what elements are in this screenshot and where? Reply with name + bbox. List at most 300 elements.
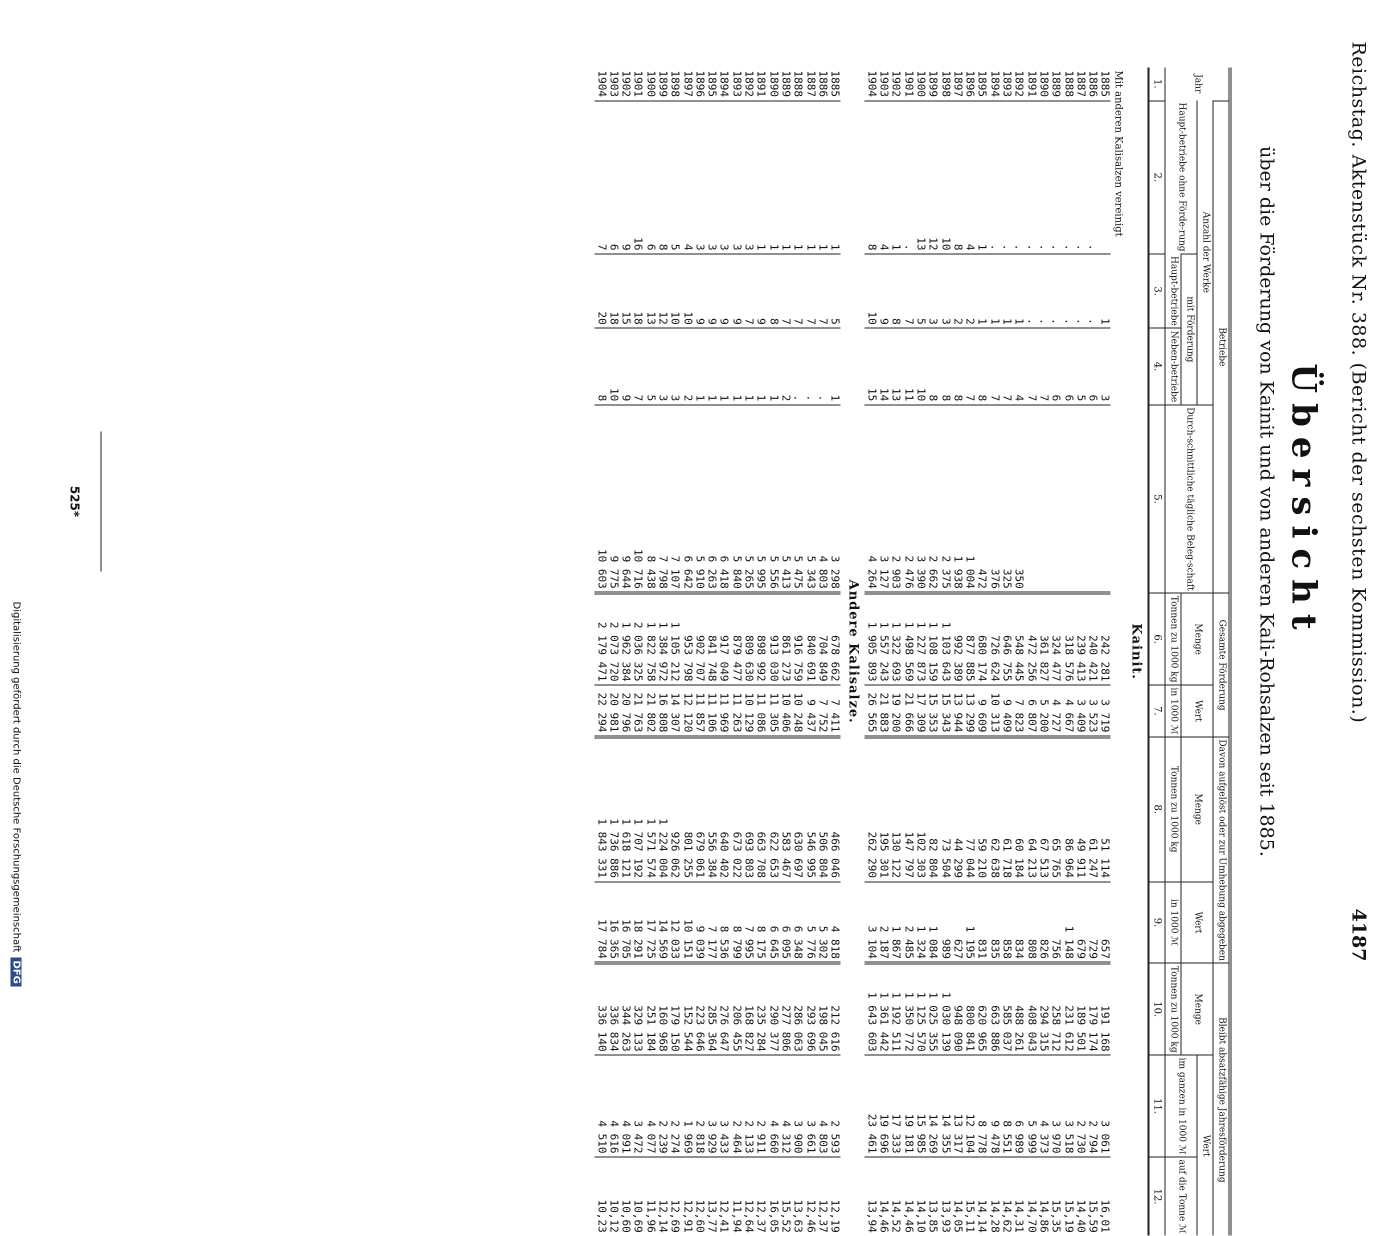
table-cell: 1 <box>718 328 730 404</box>
table-cell: 10 <box>914 328 926 404</box>
table-cell: 12 120 <box>681 685 693 737</box>
table-cell: 3 409 <box>1074 685 1086 737</box>
table-row <box>1013 68 1025 1236</box>
header-wert-2: Wert <box>1181 882 1213 964</box>
table-cell: 7 <box>779 254 791 328</box>
table-cell: 1 322 693 <box>890 593 902 685</box>
table-row <box>705 68 717 1236</box>
col-num: 3. <box>1149 254 1166 328</box>
table-cell: 673 022 <box>730 737 742 882</box>
table-cell: 20 796 <box>619 685 631 737</box>
table-cell: 324 477 <box>1049 593 1061 685</box>
statistics-table <box>595 68 1232 1236</box>
table-cell: 13,85 <box>926 1157 938 1236</box>
header-tonnen-3: Tonnen zu 1000 kg <box>1165 963 1181 1055</box>
table-cell: 336 834 <box>607 963 619 1055</box>
header-belegschaft: Durch-schnittliche tägliche Beleg-schaft <box>1165 405 1213 594</box>
header-wert-1: Wert <box>1181 685 1213 737</box>
header-in1000-2: in 1000 ℳ <box>1165 882 1181 964</box>
header-auf-die-tonne: auf die Tonne ℳ <box>1165 1157 1197 1236</box>
table-cell: 1898 <box>939 70 953 97</box>
table-cell: 12 033 <box>669 882 681 964</box>
table-cell: 3 661 <box>804 1055 816 1157</box>
header-bleibt: Bleibt absatzfähige Jahresförderung <box>1213 963 1230 1235</box>
table-cell: 9 <box>718 254 730 328</box>
table-cell: 16,01 <box>1099 1157 1111 1236</box>
table-row <box>791 68 803 1236</box>
table-cell: 809 630 <box>742 593 754 685</box>
table-cell: 1 224 004 <box>656 737 668 882</box>
table-cell: 4 510 <box>595 1055 607 1157</box>
header-nebenbetriebe: Neben-betriebe <box>1165 328 1181 404</box>
table-cell: 5 <box>669 101 681 255</box>
table-cell: 9 <box>619 328 631 404</box>
table-cell: 801 255 <box>681 737 693 882</box>
table-cell <box>1049 405 1061 594</box>
table-cell: 1 498 569 <box>902 593 914 685</box>
table-cell: 9 <box>730 254 742 328</box>
table-cell: 4 660 <box>767 1055 779 1157</box>
table-cell: 1893 <box>730 70 744 97</box>
table-cell: 1 <box>730 328 742 404</box>
table-cell: 8 175 <box>755 882 767 964</box>
table-cell: 693 803 <box>742 737 754 882</box>
header-gesamte-foerderung: Gesamte Förderung <box>1213 593 1230 737</box>
table-cell: 1886 <box>1086 70 1100 97</box>
table-cell: 1 108 159 <box>926 593 938 685</box>
table-cell: 6 095 <box>779 882 791 964</box>
table-cell: 73 504 <box>939 737 951 882</box>
table-cell: 12,64 <box>742 1157 754 1236</box>
table-cell: 11,94 <box>730 1157 742 1236</box>
table-cell: 1890 <box>1037 70 1051 97</box>
table-cell: 336 140 <box>595 963 607 1055</box>
table-cell: 14,14 <box>976 1157 988 1236</box>
table-row <box>607 68 619 1236</box>
header-betriebe: Betriebe <box>1213 101 1230 594</box>
table-cell: 3 <box>742 101 754 255</box>
table-cell: 1901 <box>631 70 645 97</box>
table-cell: 12,69 <box>669 1157 681 1236</box>
table-cell: 1901 <box>902 70 916 97</box>
table-cell: 1900 <box>644 70 658 97</box>
table-row <box>865 68 877 1236</box>
table-cell: . <box>1074 254 1086 328</box>
table-cell: 1904 <box>595 70 609 97</box>
table-cell: 286 063 <box>791 963 803 1055</box>
table-cell: 160 968 <box>656 963 668 1055</box>
table-cell: 5 413 <box>779 405 791 594</box>
table-cell: 2 485 <box>902 882 914 964</box>
table-cell: 546 995 <box>804 737 816 882</box>
section-separator <box>841 68 865 1236</box>
table-cell: 1 084 <box>926 882 938 964</box>
table-cell: 2 274 <box>669 1055 681 1157</box>
table-cell: 1 <box>742 328 754 404</box>
table-cell: 4 <box>963 101 975 255</box>
table-cell: 2 <box>681 328 693 404</box>
table-cell: 10 406 <box>779 685 791 737</box>
table-cell: 11 086 <box>755 685 767 737</box>
table-cell: 20 <box>595 254 607 328</box>
note-kainit: Mit anderen Kalisalzen vereinigt <box>1112 70 1124 237</box>
table-cell: 5 <box>828 254 840 328</box>
table-cell: 1 <box>755 101 767 255</box>
table-cell: 2 187 <box>877 882 889 964</box>
table-cell: 26 565 <box>865 685 877 737</box>
table-cell <box>1062 405 1074 594</box>
table-cell: 7 823 <box>1013 685 1025 737</box>
table-cell: 1 <box>1099 254 1111 328</box>
table-cell: 61 247 <box>1086 737 1098 882</box>
table-cell: 2 911 <box>755 1055 767 1157</box>
table-cell: 1 <box>705 328 717 404</box>
table-cell: 5 <box>644 328 656 404</box>
table-cell: 1902 <box>619 70 633 97</box>
table-cell: 325 <box>1000 405 1012 594</box>
table-cell: 49 911 <box>1074 737 1086 882</box>
table-cell: 15,35 <box>1049 1157 1061 1236</box>
table-cell: 147 797 <box>902 737 914 882</box>
table-cell: 1896 <box>693 70 707 97</box>
table-row <box>902 68 914 1236</box>
table-cell: 3 518 <box>1062 1055 1074 1157</box>
table-row <box>730 68 742 1236</box>
table-cell: 2 179 471 <box>595 593 607 685</box>
table-cell: 195 301 <box>877 737 889 882</box>
table-cell: 4 373 <box>1037 1055 1049 1157</box>
table-cell: 9 <box>693 254 705 328</box>
table-cell: 3 719 <box>1099 685 1111 737</box>
table-cell: 7 <box>1025 328 1037 404</box>
col-num: 6. <box>1149 593 1166 685</box>
table-cell: 1 195 <box>963 882 975 964</box>
table-cell: 82 804 <box>926 737 938 882</box>
header-anzahl-werke: Anzahl der Werke <box>1197 101 1213 405</box>
table-cell: 3 <box>730 101 742 255</box>
table-row <box>976 68 988 1236</box>
table-cell: 622 653 <box>767 737 779 882</box>
table-cell: 1897 <box>681 70 695 97</box>
table-cell <box>1025 405 1037 594</box>
table-cell: 1 969 <box>681 1055 693 1157</box>
table-cell: 10,23 <box>595 1157 607 1236</box>
table-cell: 2 794 <box>1086 1055 1098 1157</box>
table-cell: 488 261 <box>1013 963 1025 1055</box>
table-cell: 1 962 384 <box>619 593 631 685</box>
table-cell: 10 313 <box>988 685 1000 737</box>
col-num: 5. <box>1149 405 1166 594</box>
table-cell: . <box>1025 101 1037 255</box>
table-cell: 223 646 <box>693 963 705 1055</box>
table-cell: 11 106 <box>705 685 717 737</box>
table-row <box>963 68 975 1236</box>
table-cell: 1896 <box>963 70 977 97</box>
table-cell: 678 662 <box>828 593 840 685</box>
table-cell: 4 818 <box>828 882 840 964</box>
table-cell: 6 <box>1049 328 1061 404</box>
header-left: Reichstag. Aktenstück Nr. 388. (Bericht der sechsten Kommission.) <box>1347 41 1370 724</box>
table-cell: 376 <box>988 405 1000 594</box>
table-cell: 6 <box>607 101 619 255</box>
table-cell: 21 763 <box>632 685 644 737</box>
table-cell: 1903 <box>607 70 621 97</box>
table-cell: 17 725 <box>644 882 656 964</box>
table-cell: 8 <box>656 101 668 255</box>
table-cell: 1887 <box>804 70 818 97</box>
table-cell: 466 046 <box>828 737 840 882</box>
table-cell: 1 867 <box>890 882 902 964</box>
table-cell: 4 667 <box>1062 685 1074 737</box>
table-cell: 841 748 <box>705 593 717 685</box>
table-cell: 3 <box>926 254 938 328</box>
table-cell: 290 377 <box>767 963 779 1055</box>
table-cell: 2 <box>951 254 963 328</box>
table-cell: 64 213 <box>1025 737 1037 882</box>
table-cell: 640 402 <box>718 737 730 882</box>
table-cell: 7 <box>1000 328 1012 404</box>
table-cell: 1894 <box>718 70 731 97</box>
table-cell: 5 999 <box>1025 1055 1037 1157</box>
section-kainit-heading: Kainit. <box>1128 623 1144 680</box>
table-cell: 917 049 <box>718 593 730 685</box>
footer-text: Digitalisierung gefördert durch die Deutsche Forschungsgemeinschaft <box>10 601 22 953</box>
table-cell: 13 299 <box>963 685 975 737</box>
table-cell: 13,63 <box>791 1157 803 1236</box>
table-cell: 329 133 <box>632 963 644 1055</box>
table-cell: 4 616 <box>607 1055 619 1157</box>
table-row <box>1000 68 1012 1236</box>
table-cell: 15,11 <box>963 1157 975 1236</box>
table-row <box>988 68 1000 1236</box>
table-cell: 14 269 <box>926 1055 938 1157</box>
table-cell: 13,77 <box>705 1157 717 1236</box>
table-cell: 1 707 192 <box>632 737 644 882</box>
table-cell: 5 200 <box>1037 685 1049 737</box>
table-cell: 67 513 <box>1037 737 1049 882</box>
table-cell: 1895 <box>705 70 719 97</box>
table-cell: 9 409 <box>1000 685 1012 737</box>
table-cell: 2 662 <box>926 405 938 594</box>
table-cell: 3 390 <box>914 405 926 594</box>
table-cell: 646 755 <box>1000 593 1012 685</box>
table-row <box>595 68 607 1236</box>
table-cell: 4 264 <box>865 405 877 594</box>
table-cell: 1 <box>828 328 840 404</box>
table-cell: 7 <box>595 101 607 255</box>
table-cell: 5 475 <box>791 405 803 594</box>
table-cell: 44 299 <box>951 737 963 882</box>
table-cell: 14,86 <box>1037 1157 1049 1236</box>
table-cell: 1888 <box>1062 70 1076 97</box>
table-cell: 1 004 <box>963 405 975 594</box>
table-cell: 2 730 <box>1074 1055 1086 1157</box>
table-body <box>1111 68 1149 1236</box>
table-cell: 2 818 <box>693 1055 705 1157</box>
table-cell: 1 557 243 <box>877 593 889 685</box>
table-cell: 1 227 873 <box>914 593 926 685</box>
table-row <box>779 68 791 1236</box>
table-cell: 657 <box>1099 882 1111 964</box>
table-cell: 7 995 <box>742 882 754 964</box>
table-cell: 5 302 <box>816 882 828 964</box>
page-number: 525* <box>67 485 82 518</box>
table-cell: 179 174 <box>1086 963 1098 1055</box>
table-cell: 2 073 720 <box>607 593 619 685</box>
table-cell: 861 273 <box>779 593 791 685</box>
table-cell: 6 989 <box>1013 1055 1025 1157</box>
table-cell: 14,31 <box>1013 1157 1025 1236</box>
table-cell: 1887 <box>1074 70 1088 97</box>
table-cell: 231 612 <box>1062 963 1074 1055</box>
header-tonnen-2: Tonnen zu 1000 kg <box>1165 737 1181 882</box>
table-cell: 5 840 <box>730 405 742 594</box>
running-header <box>1340 42 1370 962</box>
table-cell: 7 <box>804 254 816 328</box>
header-davon: Davon aufgelöst oder zur Umhebung abgegeben <box>1213 737 1230 964</box>
table-cell: 15 343 <box>939 685 951 737</box>
table-row <box>914 68 926 1236</box>
table-cell: 18 <box>607 254 619 328</box>
table-cell: 989 <box>939 882 951 964</box>
col-num: 4. <box>1149 328 1166 404</box>
table-cell: 361 827 <box>1037 593 1049 685</box>
table-cell: 1899 <box>926 70 940 97</box>
table-cell: . <box>988 101 1000 255</box>
table-cell: 7 411 <box>828 685 840 737</box>
col-num: 7. <box>1149 685 1166 737</box>
table-cell: 1 822 758 <box>644 593 656 685</box>
table-cell: 1 <box>804 101 816 255</box>
table-cell: 3 900 <box>791 1055 803 1157</box>
table-cell: 3 <box>693 101 705 255</box>
col-num: 10. <box>1149 963 1166 1055</box>
table-cell: 10 <box>607 328 619 404</box>
table-cell: 1 192 511 <box>890 963 902 1055</box>
table-cell: 1 148 <box>1062 882 1074 964</box>
table-cell: 11 263 <box>730 685 742 737</box>
table-cell: . <box>1013 101 1025 255</box>
table-cell: 1891 <box>754 70 768 97</box>
table-cell: 4 <box>1013 328 1025 404</box>
table-cell: 858 <box>1000 882 1012 964</box>
table-cell: 19 181 <box>902 1055 914 1157</box>
table-cell: 1893 <box>1000 70 1014 97</box>
section-heading-row <box>1123 68 1148 1236</box>
table-cell: 10 <box>669 254 681 328</box>
table-cell: 1 <box>976 101 988 255</box>
table-cell: 1 <box>988 254 1000 328</box>
table-cell: 2 464 <box>730 1055 742 1157</box>
table-cell: 2 <box>963 254 975 328</box>
table-cell: 20 981 <box>607 685 619 737</box>
table-row <box>693 68 705 1236</box>
table-cell: 212 616 <box>828 963 840 1055</box>
table-cell: 556 384 <box>705 737 717 882</box>
header-menge-3: Menge <box>1181 963 1213 1055</box>
table-cell: 21 883 <box>877 685 889 737</box>
table-cell: 16 365 <box>607 882 619 964</box>
table-cell: 4 312 <box>779 1055 791 1157</box>
table-cell: 65 765 <box>1049 737 1061 882</box>
table-cell: 12,91 <box>681 1157 693 1236</box>
table-row <box>1086 68 1098 1236</box>
header-hauptbetriebe: Haupt-betriebe <box>1165 254 1181 328</box>
table-cell: 808 <box>1025 882 1037 964</box>
table-cell: 7 752 <box>816 685 828 737</box>
table-cell: 1 618 121 <box>619 737 631 882</box>
table-cell: 15,19 <box>1062 1157 1074 1236</box>
table-cell: 1 <box>755 328 767 404</box>
table-cell: 10,69 <box>632 1157 644 1236</box>
table-cell: 9 <box>705 254 717 328</box>
table-cell: 21 666 <box>902 685 914 737</box>
table-cell: 4 <box>681 101 693 255</box>
table-cell: 19 696 <box>877 1055 889 1157</box>
table-cell: 15,52 <box>779 1157 791 1236</box>
table-cell: 1 843 331 <box>595 737 607 882</box>
table-cell: 663 708 <box>755 737 767 882</box>
table-cell: 2 239 <box>656 1055 668 1157</box>
table-cell: 130 122 <box>890 737 902 882</box>
table-cell: 1 <box>1000 254 1012 328</box>
table-cell: 12,60 <box>693 1157 705 1236</box>
table-cell: 318 576 <box>1062 593 1074 685</box>
table-cell: 13 944 <box>951 685 963 737</box>
table-cell: 15 <box>619 254 631 328</box>
table-cell: 3 <box>656 328 668 404</box>
table-cell: 293 696 <box>804 963 816 1055</box>
table-cell: 1 <box>693 328 705 404</box>
table-row <box>632 68 644 1236</box>
table-cell: 826 <box>1037 882 1049 964</box>
table-cell: . <box>1025 254 1037 328</box>
table-cell: 8 <box>939 328 951 404</box>
table-cell: 1 <box>828 101 840 255</box>
table-cell: 242 281 <box>1099 593 1111 685</box>
table-cell: 61 718 <box>1000 737 1012 882</box>
section-andere-heading: Andere Kalisalze. <box>845 579 861 724</box>
table-cell: 627 <box>951 882 963 964</box>
table-cell: 5 556 <box>767 405 779 594</box>
note-row <box>1111 68 1123 1236</box>
table-cell: 1 030 139 <box>939 963 951 1055</box>
table-cell: 16 808 <box>656 685 668 737</box>
andere-rows <box>595 68 841 1236</box>
table-cell: 9 775 <box>607 405 619 594</box>
table-cell: 472 256 <box>1025 593 1037 685</box>
document-title: Übersicht <box>1283 363 1324 640</box>
table-cell: 548 445 <box>1013 593 1025 685</box>
dfg-logo: DFG <box>11 958 22 987</box>
table-cell: 6 645 <box>767 882 779 964</box>
table-cell: 506 804 <box>816 737 828 882</box>
table-cell: 5 <box>914 254 926 328</box>
table-cell: 3 929 <box>705 1055 717 1157</box>
col-num: 2. <box>1149 101 1166 255</box>
table-cell: 13,94 <box>865 1157 877 1236</box>
table-cell: 1 350 772 <box>902 963 914 1055</box>
table-cell: 835 <box>988 882 1000 964</box>
table-cell: 1892 <box>742 70 756 97</box>
table-cell <box>1099 405 1111 594</box>
table-cell <box>1037 405 1049 594</box>
table-cell: 191 168 <box>1099 963 1111 1055</box>
table-cell: 8 <box>595 328 607 404</box>
table-cell: 4 <box>877 101 889 255</box>
table-cell: 1890 <box>767 70 781 97</box>
footer <box>11 602 22 987</box>
